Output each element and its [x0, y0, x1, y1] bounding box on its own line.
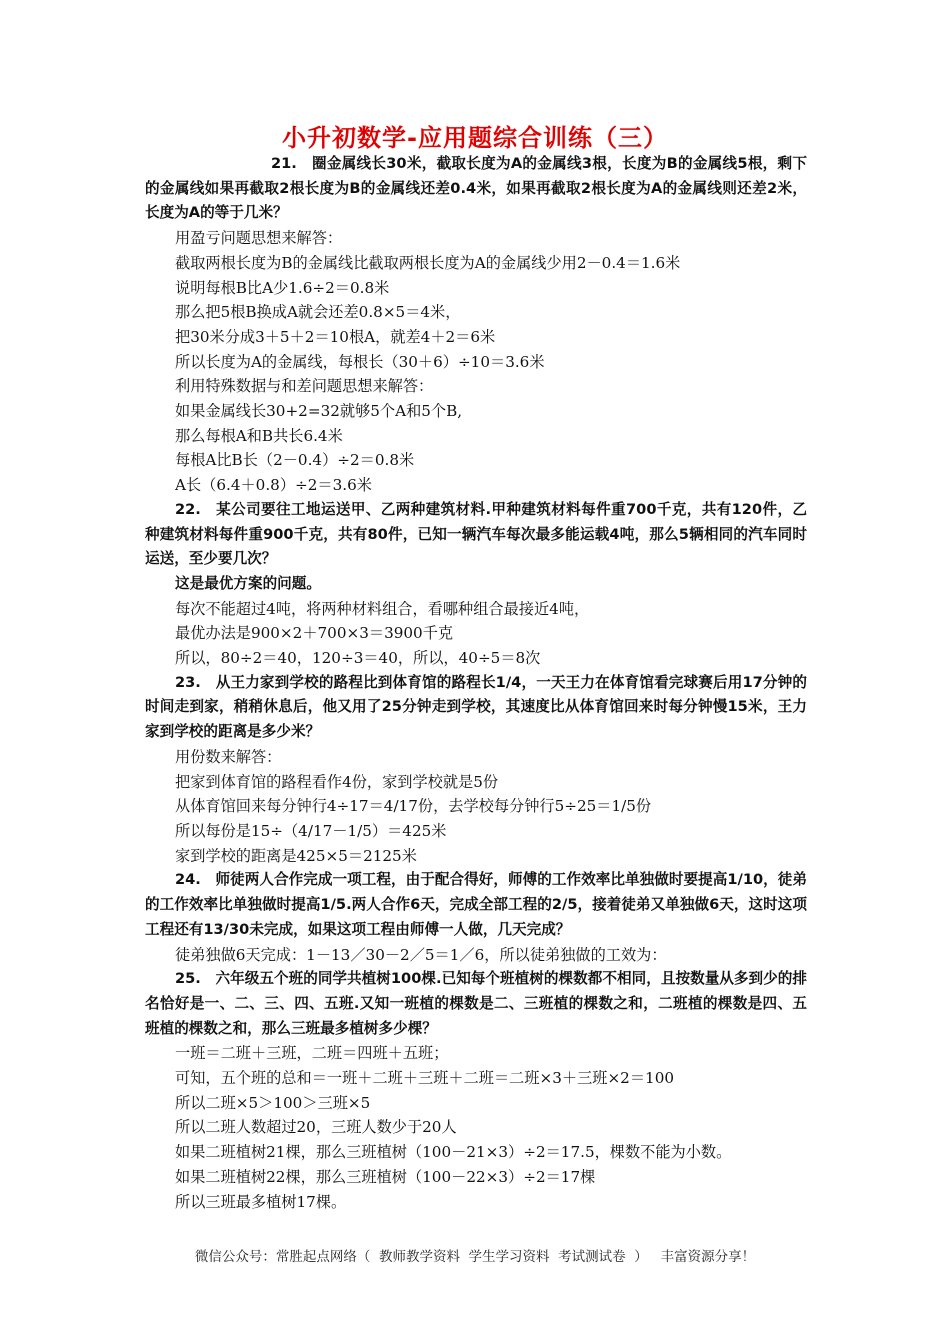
document-title: 小升初数学-应用题综合训练（三）: [282, 124, 668, 152]
answer-line: 截取两根长度为B的金属线比截取两根长度为A的金属线少用2－0.4＝1.6米: [175, 253, 681, 272]
answer-line: 从体育馆回来每分钟行4÷17＝4/17份，去学校每分钟行5÷25＝1/5份: [175, 797, 652, 816]
question-25: 25. 六年级五个班的同学共植树100棵.已知每个班植树的棵数都不相同，且按数量从多到少的排名恰好是一、二、三、四、五班.又知一班植的棵数是二、三班植的棵数之和，二班植的棵数是四、五班植的棵数之和，那么三班最多植树多少棵？: [145, 970, 807, 1037]
answer-line: 用份数来解答：: [175, 747, 282, 766]
answer-line: 如果二班植树21棵，那么三班植树（100－21×3）÷2＝17.5，棵数不能为小数。: [175, 1143, 732, 1162]
question-22: 22. 某公司要往工地运送甲、乙两种建筑材料.甲种建筑材料每件重700千克，共有120件，乙种建筑材料每件重900千克，共有80件，已知一辆汽车每次最多能运载4吨，那么5辆相同的汽车同时运送，至少要几次？: [145, 500, 807, 568]
document-body: [145, 152, 807, 1214]
page-footer: 微信公众号：常胜起点网络（ 教师教学资料 学生学习资料 考试测试卷 ） 丰富资源分享！: [194, 1249, 756, 1265]
answer-line: 所以二班×5＞100＞三班×5: [175, 1093, 371, 1112]
answer-line: 用盈亏问题思想来解答：: [175, 229, 343, 248]
answer-line: 说明每根B比A少1.6÷2＝0.8米: [175, 278, 390, 297]
answer-line: 一班＝二班＋三班，二班＝四班＋五班；: [175, 1044, 449, 1063]
answer-line: 把家到体育馆的路程看作4份，家到学校就是5份: [175, 772, 499, 791]
answer-line: 所以，80÷2＝40，120÷3＝40，所以，40÷5＝8次: [175, 649, 541, 668]
answer-line: 可知，五个班的总和＝一班＋二班＋三班＋二班＝二班×3＋三班×2＝100: [175, 1069, 675, 1088]
answer-line: 把30米分成3＋5＋2＝10根A，就差4＋2＝6米: [175, 327, 496, 346]
answer-line: 每次不能超过4吨，将两种材料组合，看哪种组合最接近4吨，: [175, 599, 590, 618]
question-23: 23. 从王力家到学校的路程比到体育馆的路程长1/4，一天王力在体育馆看完球赛后用17分钟的时间走到家，稍稍休息后，他又用了25分钟走到学校，其速度比从体育馆回来时每分钟慢15米，王力家到学校的距离是多少米？: [145, 673, 807, 741]
answer-line: 所以二班人数超过20，三班人数少于20人: [175, 1118, 457, 1137]
answer-line: 每根A比B长（2－0.4）÷2＝0.8米: [175, 451, 415, 470]
answer-line: 利用特殊数据与和差问题思想来解答：: [175, 377, 434, 396]
answer-line: 最优办法是900×2＋700×3＝3900千克: [175, 624, 454, 643]
answer-line: 家到学校的距离是425×5＝2125米: [175, 846, 417, 865]
answer-line: 那么把5根B换成A就会还差0.8×5＝4米，: [175, 303, 461, 322]
answer-line: 那么每根A和B共长6.4米: [175, 426, 343, 445]
question-21: 21. 圈金属线长30米，截取长度为A的金属线3根，长度为B的金属线5根，剩下的金属线如果再截取2根长度为B的金属线还差0.4米，如果再截取2根长度为A的金属线则还差2米，长度为A的等于几米？: [145, 155, 807, 222]
answer-line: 如果二班植树22棵，那么三班植树（100－22×3）÷2＝17棵: [175, 1167, 596, 1186]
answer-line: 所以每份是15÷（4/17－1/5）＝425米: [175, 821, 447, 840]
answer-line: A长（6.4＋0.8）÷2＝3.6米: [175, 476, 372, 495]
answer-line-bold: 这是最优方案的问题。: [175, 574, 321, 592]
answer-line: 所以长度为A的金属线，每根长（30＋6）÷10＝3.6米: [175, 352, 545, 371]
question-24: 24. 师徒两人合作完成一项工程，由于配合得好，师傅的工作效率比单独做时要提高1/10，徒弟的工作效率比单独做时提高1/5.两人合作6天，完成全部工程的2/5，接着徒弟又单独做6天，这时这项工程还有13/30未完成，如果这项工程由师傅一人做，几天完成？: [145, 871, 807, 938]
answer-line: 所以三班最多植树17棵。: [175, 1192, 347, 1211]
answer-line: 徒弟独做6天完成：1－13／30－2／5＝1／6，所以徒弟独做的工效为：: [175, 945, 667, 964]
answer-line: 如果金属线长30+2=32就够5个A和5个B,: [175, 402, 463, 421]
